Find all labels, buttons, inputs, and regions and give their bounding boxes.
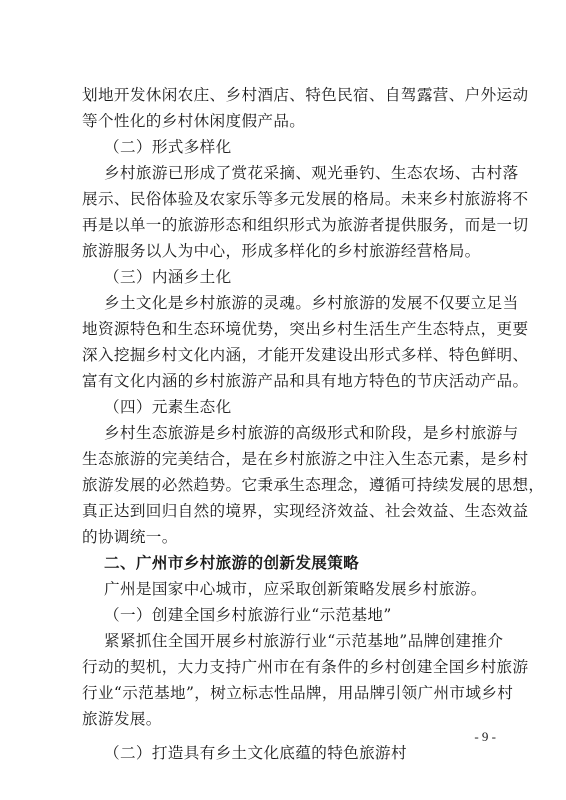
body-line: 真正达到回归自然的境界，实现经济效益、社会效益、生态效益: [82, 502, 529, 520]
body-line: 划地开发休闲农庄、乡村酒店、特色民宿、自驾露营、户外运动: [82, 86, 529, 104]
body-line: 展示、民俗体验及农家乐等多元发展的格局。未来乡村旅游将不: [82, 190, 529, 208]
body-line: 再是以单一的旅游形态和组织形式为旅游者提供服务，而是一切: [82, 216, 529, 234]
body-line: 旅游发展。: [82, 710, 162, 728]
body-line: 行动的契机，大力支持广州市在有条件的乡村创建全国乡村旅游: [82, 658, 529, 676]
body-line: 旅游服务以人为中心，形成多样化的乡村旅游经营格局。: [82, 242, 481, 260]
body-line: 旅游发展的必然趋势。它秉承生态理念，遵循可持续发展的思想，: [82, 476, 545, 494]
page-number: - 9 -: [474, 729, 496, 744]
section-heading: （二）形式多样化: [104, 138, 232, 156]
chapter-heading: 二、广州市乡村旅游的创新发展策略: [104, 554, 360, 572]
body-line: 等个性化的乡村休闲度假产品。: [82, 112, 306, 130]
body-line: 广州是国家中心城市，应采取创新策略发展乡村旅游。: [104, 580, 487, 598]
body-line: 的协调统一。: [82, 528, 178, 546]
body-line: 深入挖掘乡村文化内涵，才能开发建设出形式多样、特色鲜明、: [82, 346, 529, 364]
section-heading: （四）元素生态化: [104, 398, 232, 416]
section-heading: （三）内涵乡土化: [104, 268, 232, 286]
body-line: 乡村旅游已形成了赏花采摘、观光垂钓、生态农场、古村落: [104, 164, 519, 182]
body-line: 乡土文化是乡村旅游的灵魂。乡村旅游的发展不仅要立足当: [104, 294, 519, 312]
body-line: 乡村生态旅游是乡村旅游的高级形式和阶段，是乡村旅游与: [104, 424, 519, 442]
body-line: 生态旅游的完美结合，是在乡村旅游之中注入生态元素，是乡村: [82, 450, 529, 468]
body-line: 富有文化内涵的乡村旅游产品和具有地方特色的节庆活动产品。: [82, 372, 529, 390]
body-line: 行业“示范基地”，树立标志性品牌，用品牌引领广州市域乡村: [82, 684, 514, 702]
body-line: 地资源特色和生态环境优势，突出乡村生活生产生态特点，更要: [82, 320, 529, 338]
section-heading: （一）创建全国乡村旅游行业“示范基地”: [104, 606, 392, 624]
body-line: 紧紧抓住全国开展乡村旅游行业“示范基地”品牌创建推介: [104, 632, 504, 650]
section-heading: （二）打造具有乡土文化底蕴的特色旅游村: [104, 744, 407, 762]
